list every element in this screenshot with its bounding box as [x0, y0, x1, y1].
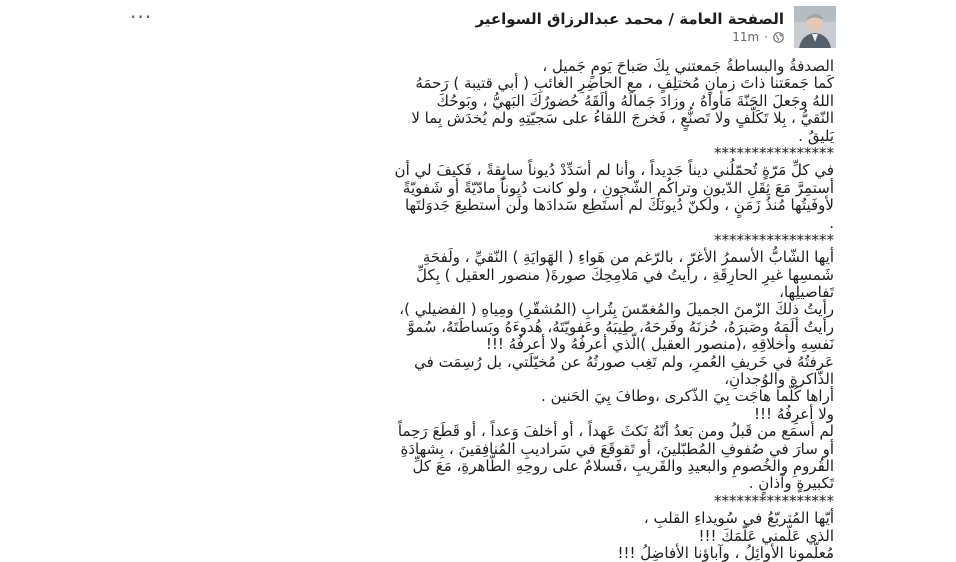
post-line: عَرفتُهُ في خَريفِ العُمرِ، ولم تَغِب صورتُهُ عن مُخيّلَتي، بل رُسِمَت في: [414, 352, 834, 371]
separator-stars: ****************: [714, 491, 834, 510]
post-line: أيّها المُتربّعُ في سُويداءِ القلبِ ،: [643, 509, 834, 528]
meta-separator: ·: [764, 30, 768, 44]
post-text: [124, 58, 834, 562]
post-line: ولا أعرِفُهُ !!!: [754, 404, 834, 423]
post-header: [108, 0, 856, 52]
post-line: الذي عَلّمني عَلّمَكَ !!!: [698, 526, 834, 545]
post-line: .: [829, 213, 834, 232]
post-line: في كلِّ مَرّةٍ تُحمّلُني ديناً جَديداً ، وأنا لم أسَدِّدْ دُيوناً سابِقةً ، فَكيفَ لي أن: [394, 161, 834, 180]
post-line: الصدفةُ والبساطةُ جَمعتني بِكَ صَباحَ يَومٍ جَميل ،: [542, 57, 834, 75]
post-time[interactable]: 11m: [732, 30, 760, 44]
post-line: النّقيُّ ، بِلا تَكَلّفٍ ولا تَصنُّعٍ ، فَخرجَ اللقاءُ على سَجيّتِهِ ولم يُخدَش بِما لا: [411, 109, 834, 128]
post-line: يَليقُ .: [798, 126, 834, 145]
post-line: أراها كُلّما هاجَت بِيَ الذّكرى ،وطافَ بِيَ الحَنين .: [541, 387, 834, 406]
post-line: القُرومِ والخُصومِ والبعيدِ والقَريبِ ،فَسلامٌ على روحِهِ الطّاهرةِ، مَعَ كلِّ: [412, 456, 834, 475]
post-line: شَمسِها غيرِ الحارِقَةِ ، رأيتُ في مَلامِحِكَ صورةَ( منصور العقيل ) بِكلِّ: [416, 265, 834, 284]
post-line: اللهُ وجَعلَ الجَنّةَ مَأواهُ ، وزادَ جَمالَهُ وألَقَهُ حُضورُكَ البَهيُّ ، وبَوحُكَ: [436, 91, 834, 110]
avatar[interactable]: [794, 6, 836, 48]
more-options-button[interactable]: ···: [130, 5, 153, 29]
post-meta: [732, 30, 784, 44]
post-line: كَما جَمعَتنا ذاتَ زمانٍ مُختلِفٍ ، مع الحاضِرِ الغائبِ ( أبي قتيبة ) رَحمَهُ: [415, 74, 834, 93]
post-line: الذّاكرةِ والوُجدانِ،: [724, 370, 834, 389]
author-name[interactable]: الصفحة العامة / محمد عبدالرزاق السواعير: [475, 10, 784, 28]
post-line: تَكبيرةٍ وآذانٍ .: [748, 474, 834, 493]
post-line: أستمِرَّ مَعَ ثِقَلِ الدّيونِ وتراكُمِ الشّجونِ ، ولو كانت دُيوناً مادّيّةً أو شَفويّةً: [402, 178, 834, 197]
post-line: نَفسِهِ وأخلاقِهِ ،(منصور العقيل )الّذي أعرفُهُ ولا أعرفُهُ !!!: [485, 335, 834, 354]
avatar-image: [794, 6, 836, 48]
post-line: لأوفَيتُها مُنذُ زَمَنٍ ، ولكنّ دُيونَكَ لم أستَطِع سَدادَها ولَن أستطيعَ جَدوَلتَها: [404, 196, 834, 215]
post-line: لم أسمَع من قَبلُ ومن بَعدُ أنّهُ نَكثَ عَهداً ، أو أخلفَ وَعداً ، أو قَطَعَ رَحِماً: [397, 422, 834, 441]
post-line: تَفاصيلِها،: [779, 283, 834, 302]
post-line: مُعلّمونا الأوائِلُ ، وآباؤنا الأفاضِلُ !!!: [617, 543, 834, 562]
post-line: أيها الشّابُّ الأسمرُ الأغرّ ، بالرّغم من هَواءِ ( الهَوايَةِ ) النّقيِّ ، ولَفحَةِ: [422, 248, 834, 267]
globe-icon[interactable]: [773, 32, 784, 43]
facebook-post-card: [108, 0, 856, 562]
post-line: أو سارَ في صُفوفِ المُطبّلينَ، أو تَقوقَعَ في سَراديبِ المُنافِقينَ ، بِشهادَةِ: [400, 439, 834, 458]
separator-stars: ****************: [714, 143, 834, 162]
post-line: رأيتُ ألَمَهُ وصَبرَهُ، حُزنَهُ وفَرحَهُ، طِيبَهُ وعَفويّتَهُ، هُدوءَهُ وبَساطَتَهُ، سُموَّ: [407, 317, 834, 336]
post-line: رأيتُ ذلكَ الزّمنَ الجميلَ والمُغمّسَ بِتُرابِ (المُشقّرِ) ومِياهِ ( الفضيلي )،: [399, 300, 834, 319]
separator-stars: ****************: [714, 230, 834, 249]
